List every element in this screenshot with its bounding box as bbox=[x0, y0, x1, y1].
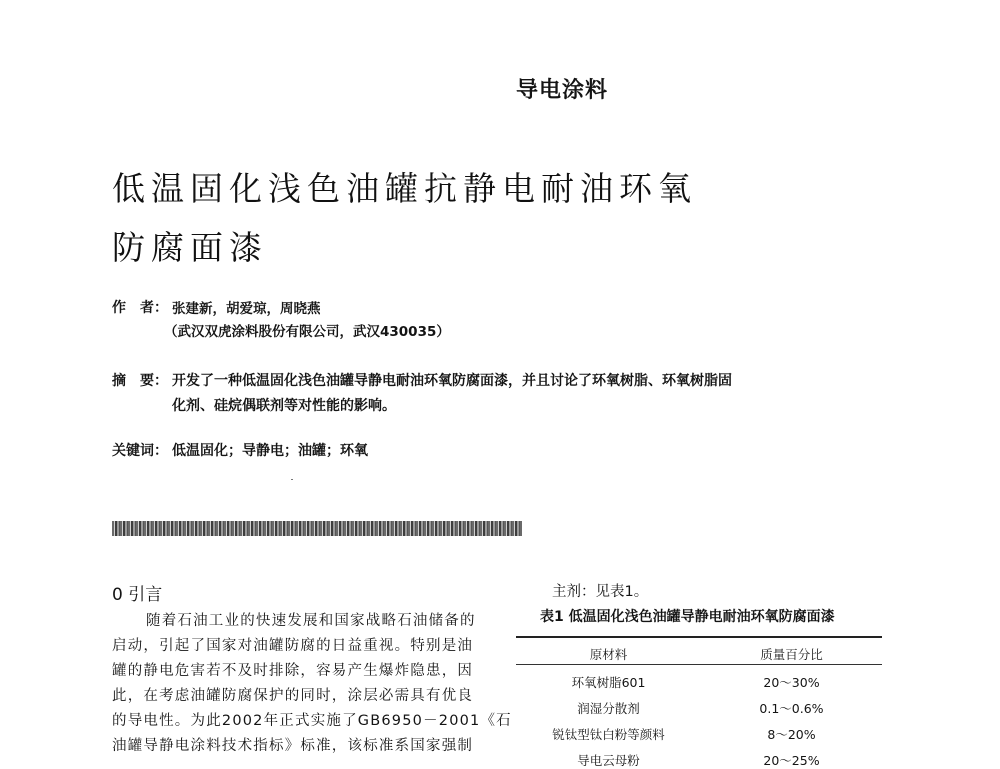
body-line: 油罐导静电涂料技术指标》标准，该标准系国家强制 bbox=[112, 738, 474, 754]
keywords-label: 关键词： bbox=[112, 443, 168, 459]
author-names: 张建新，胡爱琼，周晓燕 bbox=[172, 301, 321, 317]
table-header-cell: 质量百分比 bbox=[760, 647, 823, 662]
body-line: 的导电性。为此2002年正式实施了GB6950－2001《石 bbox=[112, 713, 512, 729]
table-cell: 8～20% bbox=[767, 727, 816, 742]
paper-title-line-2: 防腐面漆 bbox=[112, 228, 268, 267]
table-header-cell: 原材料 bbox=[589, 647, 628, 662]
table-cell: 润湿分散剂 bbox=[577, 701, 640, 716]
section-heading: 0 引言 bbox=[112, 585, 163, 605]
body-line: 此，在考虑油罐防腐保护的同时，涂层必需具有优良 bbox=[112, 688, 474, 704]
table-cell: 0.1～0.6% bbox=[759, 701, 824, 716]
table-cell: 20～30% bbox=[763, 675, 820, 690]
body-line: 启动，引起了国家对油罐防腐的日益重视。特别是油 bbox=[112, 638, 474, 654]
table-cell: 环氧树脂601 bbox=[571, 675, 646, 690]
table-cell: 20～25% bbox=[763, 753, 820, 768]
author-affiliation: （武汉双虎涂料股份有限公司，武汉430035） bbox=[164, 324, 450, 340]
scan-speck bbox=[291, 479, 293, 480]
abstract-label: 摘 要： bbox=[112, 373, 168, 389]
abstract-line-2: 化剂、硅烷偶联剂等对性能的影响。 bbox=[172, 398, 396, 414]
body-line: 随着石油工业的快速发展和国家战略石油储备的 bbox=[146, 613, 476, 629]
table-header-rule bbox=[516, 664, 882, 665]
body-line: 罐的静电危害若不及时排除，容易产生爆炸隐患，因 bbox=[112, 663, 474, 679]
main-agent-intro: 主剂：见表1。 bbox=[552, 584, 649, 600]
table-cell: 导电云母粉 bbox=[577, 753, 640, 768]
running-header: 导电涂料 bbox=[516, 78, 609, 103]
authors-label: 作 者： bbox=[112, 300, 168, 316]
table-caption: 表1 低温固化浅色油罐导静电耐油环氧防腐面漆 bbox=[540, 609, 835, 625]
keywords-text: 低温固化；导静电；油罐；环氧 bbox=[172, 443, 368, 459]
abstract-line-1: 开发了一种低温固化浅色油罐导静电耐油环氧防腐面漆，并且讨论了环氧树脂、环氧树脂固 bbox=[172, 373, 732, 389]
table-top-rule bbox=[516, 636, 882, 638]
section-separator-bar bbox=[112, 521, 522, 536]
table-cell: 锐钛型钛白粉等颜料 bbox=[552, 727, 665, 742]
paper-title-line-1: 低温固化浅色油罐抗静电耐油环氧 bbox=[112, 169, 697, 208]
